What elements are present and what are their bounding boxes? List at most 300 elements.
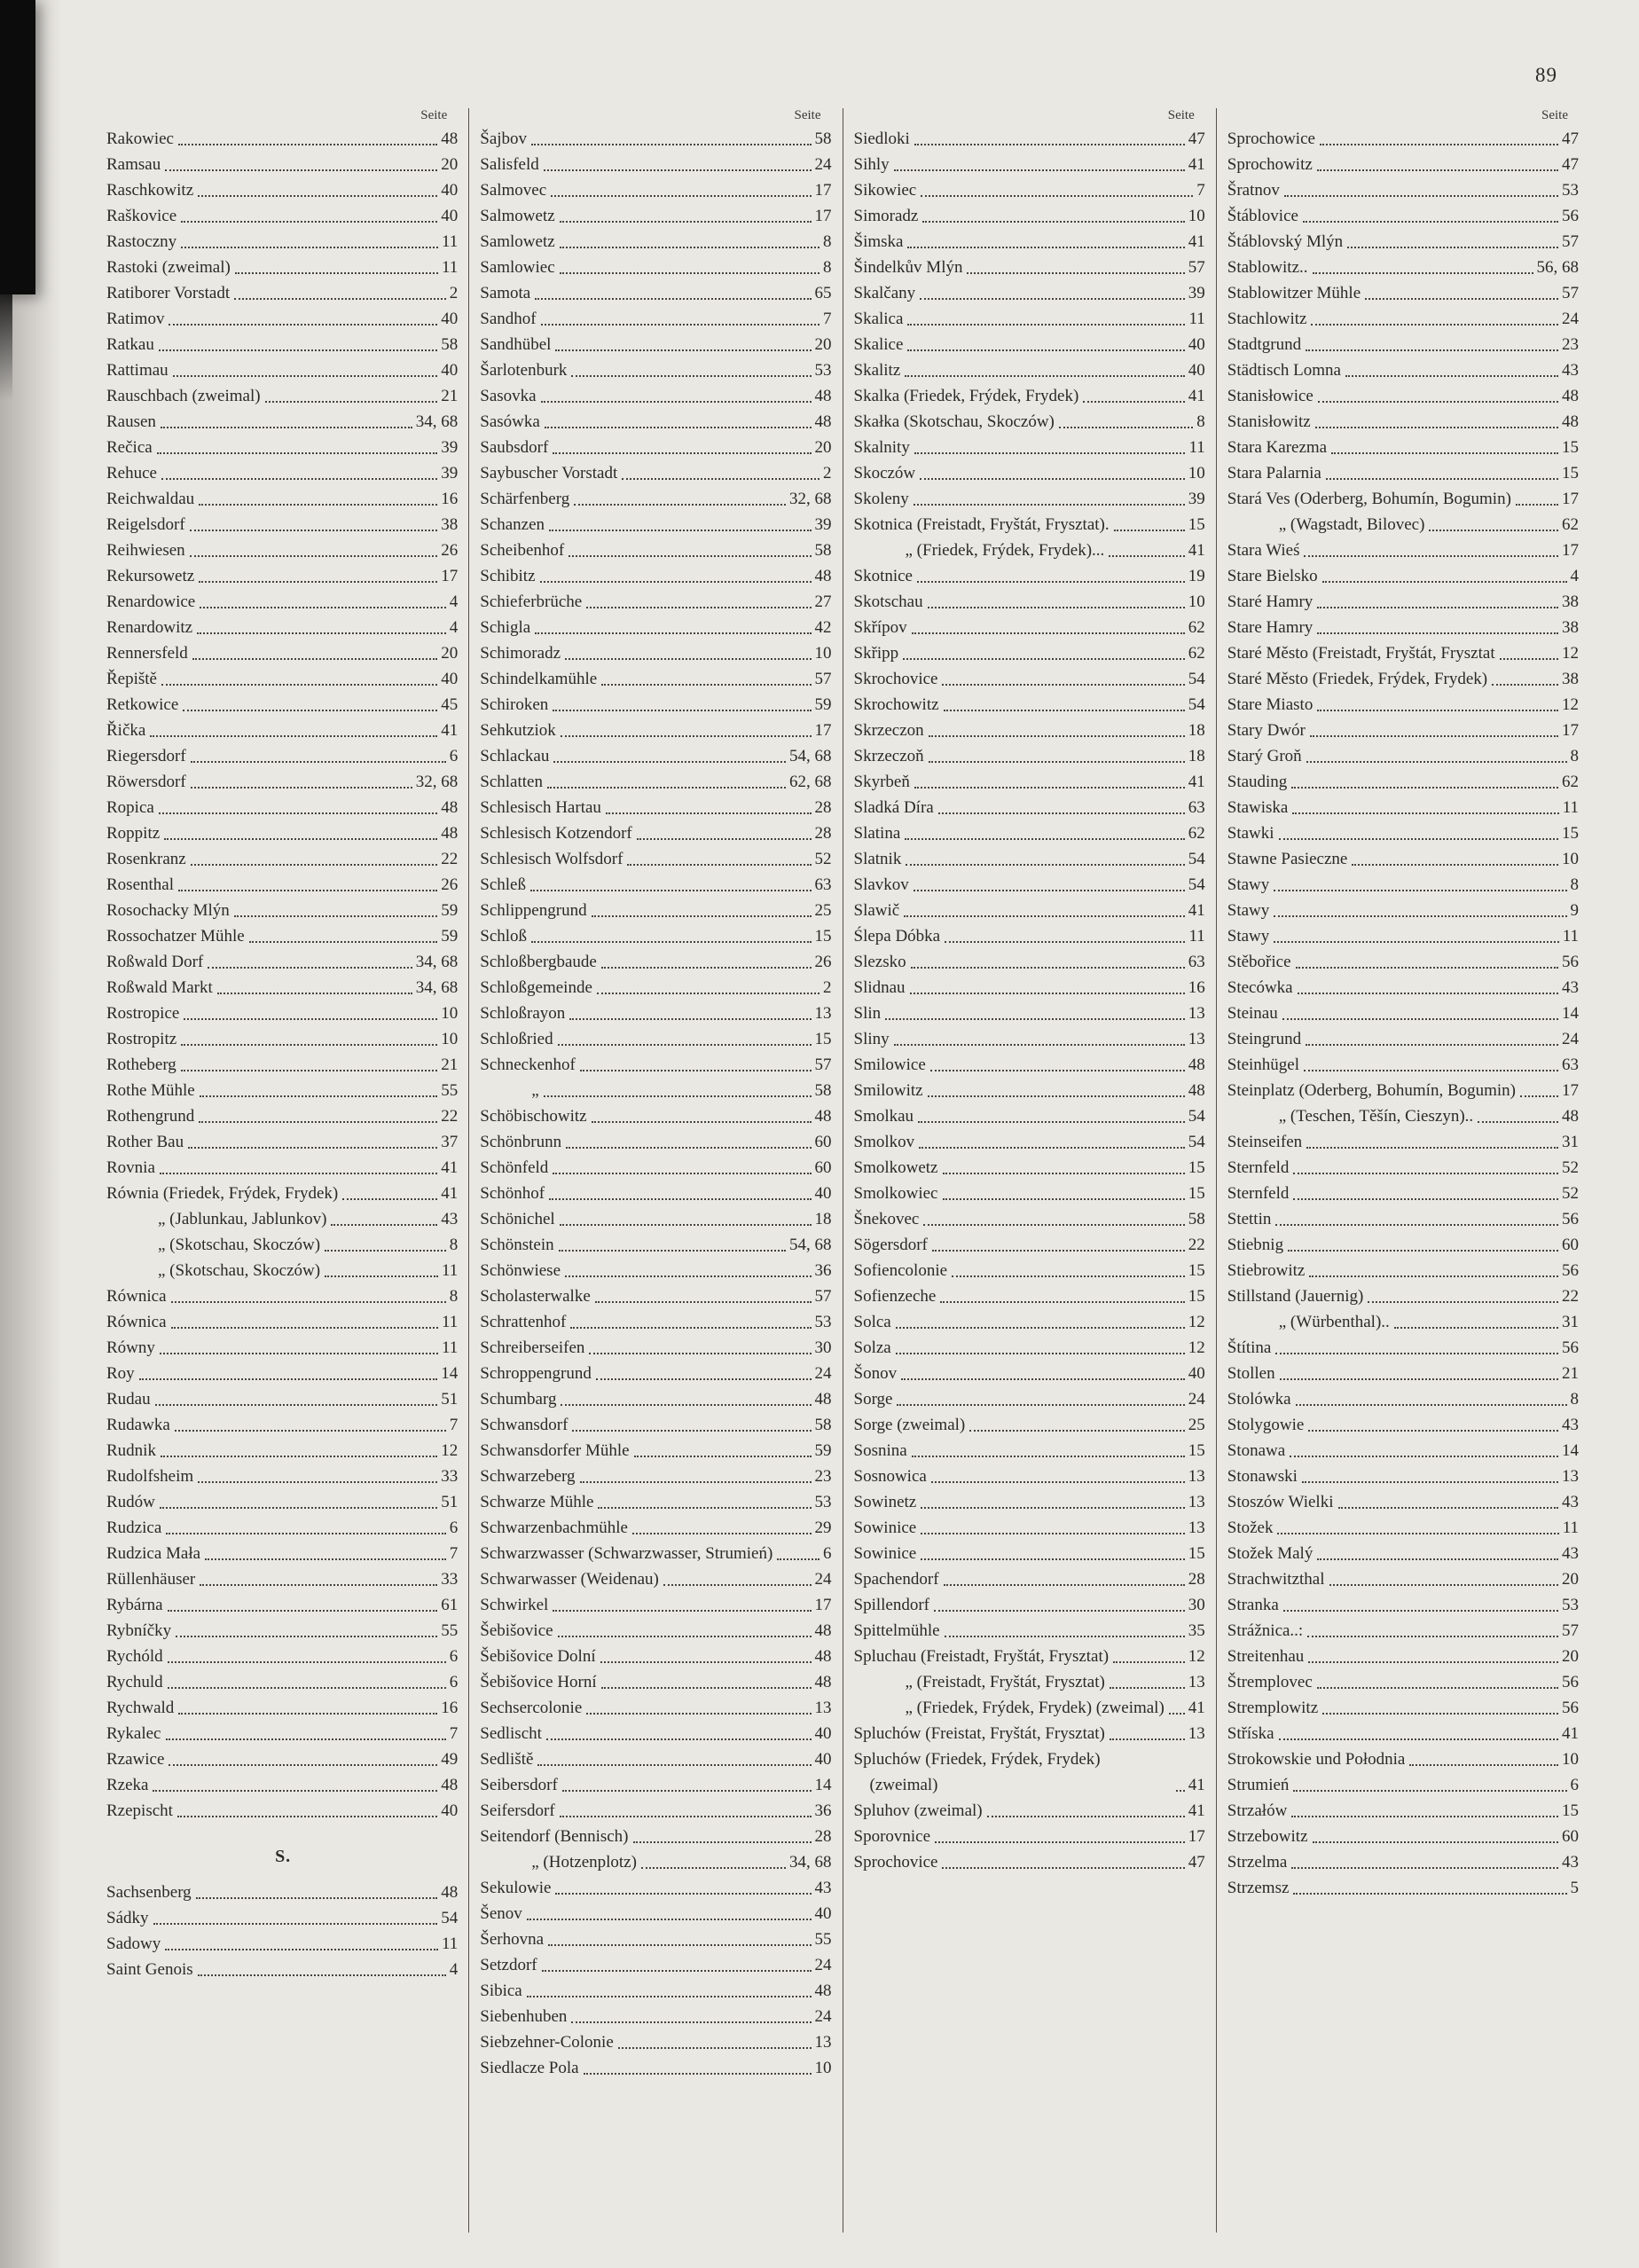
dot-leader: [537, 1764, 811, 1766]
entry-page: 11: [441, 232, 459, 251]
entry-label: Steinplatz (Oderberg, Bohumín, Bogumin): [1227, 1081, 1516, 1100]
entry-page: 25: [814, 901, 832, 920]
entry-label: Schroppengrund: [480, 1364, 592, 1383]
entry-label: Šebišovice Dolní: [480, 1647, 596, 1666]
entry-page: 10: [441, 1030, 459, 1048]
index-entry: [106, 1721, 459, 1746]
index-entry: [480, 255, 833, 280]
index-entry: [480, 1824, 833, 1849]
index-entry: [480, 1335, 833, 1361]
dot-leader: [914, 452, 1186, 454]
entry-page: 43: [1562, 1853, 1579, 1872]
dot-leader: [1352, 864, 1558, 866]
index-entry: [1227, 1515, 1580, 1541]
entry-page: 63: [1188, 798, 1205, 817]
index-entry: [106, 795, 459, 820]
entry-page: 20: [1562, 1570, 1579, 1589]
entry-label: Strzałów: [1227, 1801, 1288, 1820]
entry-label: Staré Město (Freistadt, Fryštát, Frysztat: [1227, 644, 1495, 663]
entry-page: 30: [1188, 1596, 1205, 1614]
entry-page: 29: [814, 1519, 832, 1537]
dot-leader: [153, 1923, 438, 1925]
entry-label: Schibitz: [480, 567, 536, 585]
entry-page: 11: [441, 1313, 459, 1331]
index-entry: [1227, 126, 1580, 152]
entry-label: Rychóld: [106, 1647, 163, 1666]
index-entry: [854, 1849, 1207, 1875]
entry-page: 12: [1562, 695, 1579, 714]
dot-leader: [150, 735, 437, 737]
index-entry: [106, 152, 459, 177]
index-entry: [1227, 332, 1580, 357]
index-entry: [106, 357, 459, 383]
binding-mark-fade: [0, 294, 12, 401]
dot-leader: [906, 864, 1184, 866]
index-entry: [854, 1103, 1207, 1129]
entry-label: Salmowetz: [480, 207, 555, 225]
entry-page: 15: [1188, 1287, 1205, 1306]
entry-page: 47: [1188, 129, 1205, 148]
dot-leader: [584, 2073, 812, 2075]
entry-label: Sporovnice: [853, 1827, 931, 1846]
index-entry: [854, 1746, 1207, 1798]
index-entry: [1227, 152, 1580, 177]
index-entry: [106, 1103, 459, 1129]
dot-leader: [1274, 941, 1558, 943]
entry-label: Schlesisch Wolfsdorf: [480, 850, 623, 868]
index-entry: [1227, 357, 1580, 383]
dot-leader: [171, 1301, 446, 1303]
entry-label: Sosnina: [853, 1441, 907, 1460]
entry-page: 40: [441, 181, 459, 200]
dot-leader: [1296, 1404, 1567, 1406]
entry-page: 8: [1570, 875, 1579, 894]
entry-page: 8: [823, 258, 832, 277]
entry-page: 36: [814, 1801, 832, 1820]
entry-page: 24: [814, 1364, 832, 1383]
entry-label: Skalnity: [853, 438, 910, 457]
entry-label: Stremplowitz: [1227, 1699, 1319, 1717]
entry-label: Štremplovec: [1227, 1673, 1313, 1691]
entry-label: Stare Miasto: [1227, 695, 1314, 714]
dot-leader: [566, 1147, 811, 1149]
entry-page: 48: [814, 1107, 832, 1126]
entry-label: Rakowiec: [106, 129, 174, 148]
index-entry: [1227, 1644, 1580, 1669]
index-entry: [480, 949, 833, 975]
dot-leader: [1293, 1790, 1566, 1792]
entry-label: Sibica: [480, 1982, 522, 2000]
entry-page: 24: [1562, 310, 1579, 328]
dot-leader: [544, 1095, 812, 1097]
dot-leader: [1279, 1738, 1558, 1740]
entry-label: Sandhübel: [480, 335, 552, 354]
entry-page: 11: [1188, 927, 1205, 946]
dot-leader: [541, 401, 812, 403]
entry-page: 48: [814, 567, 832, 585]
entry-label: Spluchów (Friedek, Frýdek, Frydek) (zweimal): [853, 1750, 1101, 1794]
index-entry: [1227, 1875, 1580, 1901]
dot-leader: [191, 787, 412, 789]
index-entry: [106, 666, 459, 692]
entry-page: 17: [1562, 490, 1579, 508]
entry-page: 8: [823, 232, 832, 251]
entry-label: Skalčany: [853, 284, 916, 302]
dot-leader: [540, 581, 812, 583]
index-entry: [480, 1026, 833, 1052]
entry-page: 15: [814, 1030, 832, 1048]
index-entry: [480, 1721, 833, 1746]
index-entry: [106, 1798, 459, 1824]
entry-label: Stožek: [1227, 1519, 1274, 1537]
entry-label: Štáblovský Mlýn: [1227, 232, 1344, 251]
dot-leader: [325, 1275, 438, 1277]
index-entry: [480, 1258, 833, 1283]
index-entry: [106, 589, 459, 615]
entry-label: Rykalec: [106, 1724, 161, 1743]
index-entry: [480, 1618, 833, 1644]
entry-page: 56: [1562, 1261, 1579, 1280]
dot-leader: [907, 349, 1184, 351]
entry-label: Šonov: [853, 1364, 898, 1383]
index-entry: [854, 538, 1207, 563]
entry-label: Solca: [853, 1313, 891, 1331]
entry-label: Skotschau: [853, 593, 923, 611]
dot-leader: [1492, 684, 1558, 686]
index-entry: [480, 1695, 833, 1721]
entry-label: Rudolfsheim: [106, 1467, 194, 1486]
index-entry: [106, 923, 459, 949]
entry-label: Schloßbergbaude: [480, 953, 597, 971]
entry-label: Ratiborer Vorstadt: [106, 284, 231, 302]
entry-page: 14: [1562, 1441, 1579, 1460]
dot-leader: [1478, 1121, 1558, 1123]
entry-page: 58: [814, 1416, 832, 1434]
entry-label: Šratnov: [1227, 181, 1280, 200]
entry-page: 13: [1188, 1673, 1205, 1691]
entry-label: Schloßgemeinde: [480, 978, 592, 997]
index-entry: [1227, 769, 1580, 795]
dot-leader: [1322, 581, 1567, 583]
entry-label: Roppitz: [106, 824, 161, 843]
index-entry: [480, 1592, 833, 1618]
entry-page: 20: [814, 335, 832, 354]
dot-leader: [921, 1558, 1185, 1560]
dot-leader: [1083, 401, 1184, 403]
entry-page: 48: [441, 824, 459, 843]
entry-page: 58: [441, 335, 459, 354]
entry-label: Stiebnig: [1227, 1236, 1284, 1254]
index-entry: [480, 1541, 833, 1566]
entry-page: 39: [441, 464, 459, 483]
entry-page: 15: [1188, 1261, 1205, 1280]
entry-label: Stawiska: [1227, 798, 1289, 817]
index-entry: [854, 846, 1207, 872]
index-entry: [106, 1957, 459, 1982]
entry-page: 2: [823, 464, 832, 483]
entry-label: Sternfeld: [1227, 1158, 1290, 1177]
index-entry: [106, 820, 459, 846]
entry-label: Steinseifen: [1227, 1133, 1303, 1151]
dot-leader: [627, 864, 811, 866]
index-entry: [106, 1515, 459, 1541]
index-entry: [480, 177, 833, 203]
dot-leader: [1113, 1661, 1185, 1663]
dot-leader: [777, 1558, 820, 1560]
dot-leader: [558, 1636, 812, 1637]
dot-leader: [178, 144, 437, 145]
dot-leader: [1315, 427, 1558, 428]
index-entry: [1227, 1618, 1580, 1644]
index-entry: [854, 1515, 1207, 1541]
entry-label: Stará Ves (Oderberg, Bohumín, Bogumin): [1227, 490, 1511, 508]
dot-leader: [934, 1610, 1185, 1612]
index-entry: [1227, 640, 1580, 666]
index-entry: [480, 1901, 833, 1927]
dot-leader: [178, 890, 437, 891]
entry-label: Strachwitzthal: [1227, 1570, 1325, 1589]
dot-leader: [1290, 1456, 1558, 1457]
dot-leader: [987, 1816, 1185, 1817]
entry-page: 57: [1562, 1621, 1579, 1640]
entry-label: Röwersdorf: [106, 773, 186, 791]
index-entry: [1227, 1361, 1580, 1386]
entry-label: Stauding: [1227, 773, 1288, 791]
dot-leader: [551, 195, 811, 197]
entry-page: 32, 68: [415, 773, 459, 791]
index-entry: [1227, 820, 1580, 846]
dot-leader: [1306, 349, 1558, 351]
dot-leader: [217, 993, 412, 994]
dot-leader: [553, 1173, 811, 1174]
dot-leader: [1292, 812, 1558, 814]
index-entry: [106, 898, 459, 923]
entry-page: 43: [814, 1879, 832, 1897]
dot-leader: [1318, 401, 1558, 403]
entry-page: 13: [1188, 1467, 1205, 1486]
dot-leader: [921, 195, 1193, 197]
dot-leader: [198, 1481, 437, 1483]
index-column-3: [843, 108, 1216, 2233]
entry-label: Sehkutziok: [480, 721, 556, 740]
entry-label: Ramsau: [106, 155, 161, 174]
index-entry: [480, 1875, 833, 1901]
entry-label: Stanisłowitz: [1227, 412, 1311, 431]
dot-leader: [553, 761, 786, 763]
dot-leader: [559, 1250, 786, 1252]
entry-label: Rehuce: [106, 464, 157, 483]
index-entry: [106, 1052, 459, 1078]
index-entry: [480, 975, 833, 1001]
entry-label: Równy: [106, 1338, 155, 1357]
index-entry: [106, 126, 459, 152]
entry-label: Stablowitzer Mühle: [1227, 284, 1361, 302]
entry-label: Stawy: [1227, 927, 1270, 946]
dot-leader: [1317, 607, 1558, 608]
entry-label: Rothengrund: [106, 1107, 195, 1126]
index-entry: [1227, 615, 1580, 640]
index-entry: [854, 306, 1207, 332]
entry-label: Samota: [480, 284, 531, 302]
entry-page: 56: [1562, 1210, 1579, 1228]
entry-label: Raškovice: [106, 207, 177, 225]
entry-label: Stonawa: [1227, 1441, 1286, 1460]
index-entry: [854, 409, 1207, 435]
entry-page: 23: [1562, 335, 1579, 354]
dot-leader: [531, 941, 811, 943]
entry-label: Sandhof: [480, 310, 537, 328]
entry-label: Reichwaldau: [106, 490, 195, 508]
index-columns: [96, 108, 1589, 2233]
dot-leader: [160, 1353, 438, 1354]
dot-leader: [571, 2021, 811, 2023]
index-entry: [1227, 795, 1580, 820]
dot-leader: [1293, 1893, 1566, 1895]
dot-leader: [560, 221, 812, 223]
index-entry: [854, 357, 1207, 383]
entry-page: 11: [1188, 310, 1205, 328]
entry-label: Starý Groň: [1227, 747, 1302, 765]
dot-leader: [560, 247, 820, 248]
dot-leader: [1322, 1713, 1558, 1715]
entry-label: Siebzehner-Colonie: [480, 2033, 614, 2052]
entry-page: 2: [449, 284, 459, 302]
dot-leader: [601, 1687, 812, 1689]
entry-page: 24: [814, 2007, 832, 2026]
entry-label: Rychwald: [106, 1699, 175, 1717]
entry-page: 63: [814, 875, 832, 894]
entry-label: Rauschbach (zweimal): [106, 387, 261, 405]
dot-leader: [598, 1507, 811, 1509]
entry-page: 11: [1562, 927, 1579, 946]
entry-label: Rudzica: [106, 1519, 162, 1537]
entry-label: Rotheberg: [106, 1056, 176, 1074]
index-entry: [106, 640, 459, 666]
entry-page: 25: [1188, 1416, 1205, 1434]
entry-page: 41: [1188, 541, 1205, 560]
index-entry: [854, 383, 1207, 409]
index-entry: [106, 1644, 459, 1669]
index-entry: [480, 1412, 833, 1438]
index-entry: [480, 1129, 833, 1155]
entry-page: 51: [441, 1493, 459, 1511]
index-entry: [480, 795, 833, 820]
entry-page: 43: [1562, 978, 1579, 997]
entry-label: Riegersdorf: [106, 747, 186, 765]
entry-label: Štítina: [1227, 1338, 1272, 1357]
entry-label: Řepiště: [106, 670, 157, 688]
entry-page: 48: [1562, 1107, 1579, 1126]
index-entry: [1227, 460, 1580, 486]
index-entry: [854, 1618, 1207, 1644]
entry-page: 11: [441, 1934, 459, 1953]
index-entry: [106, 949, 459, 975]
entry-label: Schrattenhof: [480, 1313, 567, 1331]
dot-leader: [637, 838, 812, 840]
dot-leader: [188, 1147, 437, 1149]
dot-leader: [580, 1481, 812, 1483]
dot-leader: [1282, 1018, 1558, 1020]
dot-leader: [914, 787, 1185, 789]
dot-leader: [918, 1121, 1185, 1123]
entry-label: Sowinice: [853, 1544, 917, 1563]
dot-leader: [530, 890, 812, 891]
entry-label: Sihly: [853, 155, 890, 174]
dot-leader: [1284, 195, 1558, 197]
index-entry: [106, 1438, 459, 1464]
dot-leader: [1306, 1147, 1558, 1149]
entry-label: Rosochacky Mlýn: [106, 901, 230, 920]
dot-leader: [173, 375, 438, 377]
dot-leader: [183, 710, 437, 711]
entry-page: 40: [814, 1724, 832, 1743]
index-entry: [854, 1335, 1207, 1361]
entry-label: Sedliště: [480, 1750, 534, 1769]
dot-leader: [159, 812, 437, 814]
entry-label: Reigelsdorf: [106, 515, 185, 534]
index-entry: [1227, 1206, 1580, 1232]
dot-leader: [914, 504, 1185, 506]
index-entry: [106, 975, 459, 1001]
entry-label: Slatina: [853, 824, 901, 843]
dot-leader: [199, 581, 437, 583]
entry-label: Sprochowitz: [1227, 155, 1313, 174]
index-entry: [1227, 1824, 1580, 1849]
index-entry: [480, 1155, 833, 1181]
dot-leader: [1275, 1353, 1558, 1354]
index-entry: [480, 1515, 833, 1541]
index-entry: [854, 152, 1207, 177]
entry-page: 11: [441, 1338, 459, 1357]
entry-label: Schlesisch Hartau: [480, 798, 601, 817]
dot-leader: [922, 221, 1184, 223]
index-entry: [1227, 1849, 1580, 1875]
index-entry: [106, 435, 459, 460]
entry-label: Skřipp: [853, 644, 899, 663]
index-entry: [480, 692, 833, 718]
dot-leader: [1326, 478, 1558, 480]
dot-leader: [234, 915, 437, 917]
dot-leader: [208, 967, 412, 969]
index-entry: [480, 1978, 833, 2004]
dot-leader: [592, 915, 812, 917]
index-entry: [106, 743, 459, 769]
index-entry: [480, 898, 833, 923]
entry-label: Skalica: [853, 310, 904, 328]
index-entry: [106, 255, 459, 280]
dot-leader: [1429, 530, 1558, 531]
entry-page: 17: [814, 1596, 832, 1614]
entry-page: 41: [1188, 1776, 1205, 1794]
dot-leader: [191, 761, 446, 763]
dot-leader: [1296, 967, 1558, 969]
entry-page: 58: [814, 129, 832, 148]
entry-label: Rovnia: [106, 1158, 155, 1177]
entry-page: 60: [1562, 1827, 1579, 1846]
entry-page: 48: [441, 1776, 459, 1794]
entry-page: 13: [1188, 1519, 1205, 1537]
dot-leader: [331, 1224, 437, 1226]
index-entry: [1227, 1001, 1580, 1026]
entry-label: Sasovka: [480, 387, 537, 405]
index-entry: [1227, 898, 1580, 923]
entry-page: 38: [1562, 670, 1579, 688]
index-entry: [854, 512, 1207, 538]
dot-leader: [1293, 1173, 1558, 1174]
entry-label: Skalitz: [853, 361, 901, 380]
index-entry: [854, 1695, 1207, 1721]
dot-leader: [191, 864, 438, 866]
